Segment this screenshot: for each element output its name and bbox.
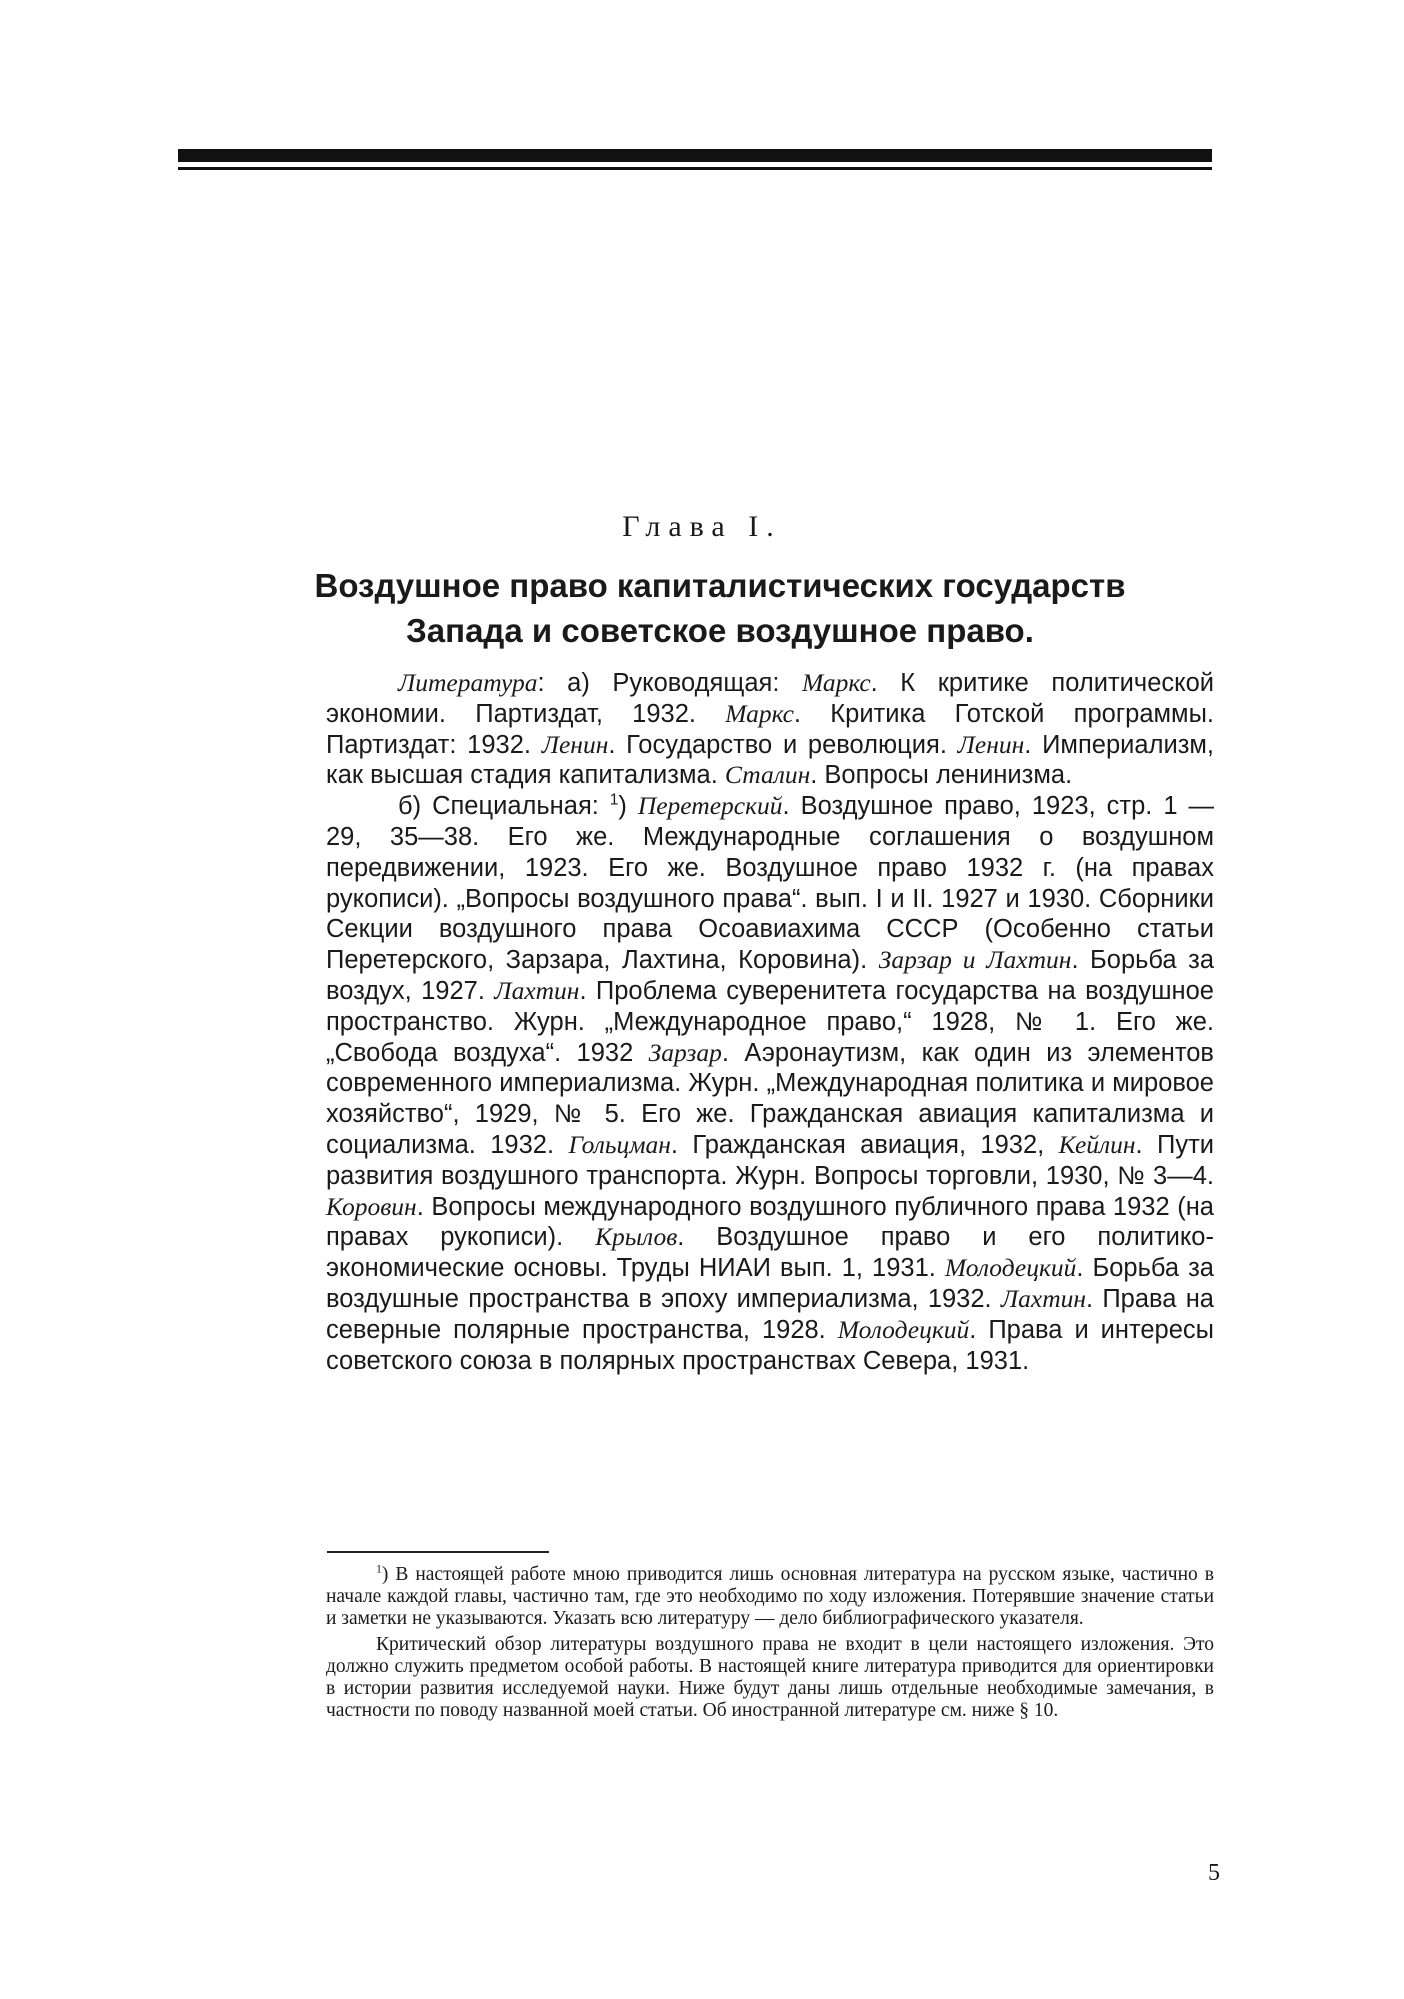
chapter-title-line-1: Воздушное право капиталистических государств: [314, 567, 1126, 604]
author-name: Ленин: [541, 729, 609, 759]
text-run: . Государство и революция.: [608, 730, 958, 759]
footnotes: [326, 1564, 1214, 1726]
text-run: . Аэронаутизм, как один из элементов современного империализма. Журн. „Международная политика и мировое хозяйство“, 1929, № 5. Его же. Гражданская авиация капитализма и социализма. 1932.: [326, 1038, 1214, 1159]
text-run: . Проблема суверенитета государства на воздушное пространство. Журн. „Международное право,“ 1928, № 1. Его же. „Свобода воздуха“. 1932: [326, 976, 1214, 1067]
author-name: Сталин: [724, 760, 811, 790]
text-run: ): [618, 792, 638, 821]
footnote-ref: 1: [609, 791, 619, 809]
text-run: : а) Руководящая:: [537, 669, 802, 697]
literature-section: [326, 668, 1214, 1376]
page-number: 5: [1208, 1860, 1220, 1886]
chapter-label: Глава I.: [622, 510, 782, 543]
footnote-marker: 1: [376, 1562, 382, 1576]
text-run: . Критика Готской программы. Партиздат: 1932.: [326, 699, 1214, 759]
author-name: Крылов: [595, 1222, 678, 1252]
text-run: . Борьба за воздух, 1927.: [326, 946, 1214, 1005]
footnote-separator: [327, 1551, 549, 1553]
author-name: Ленин: [957, 729, 1025, 759]
text-run: . Вопросы ленинизма.: [810, 761, 1073, 790]
author-name: Гольцман: [568, 1129, 671, 1159]
chapter-title: [240, 563, 1200, 653]
author-name: Лахтин: [494, 975, 580, 1005]
text-run: . Борьба за воздушные пространства в эпоху империализма, 1932.: [326, 1254, 1214, 1313]
author-name: Кейлин: [1058, 1129, 1136, 1159]
literature-special-paragraph: [326, 791, 1214, 1376]
text-run: б) Специальная:: [398, 792, 610, 821]
literature-heading: Литература: [398, 668, 538, 697]
author-name: Зарзар: [648, 1037, 722, 1067]
footnote-text: ) В настоящей работе мною приводится лишь основная литература на русском языке, частично в начале каждой главы, частично там, где это необходимо по ходу изложения. Потерявшие значение статьи и заметки не указываются. Указать всю литературу — дело библиографического указателя.: [326, 1564, 1214, 1629]
text-run: . Вопросы международного воздушного публичного права 1932 (на правах рукописи).: [326, 1192, 1214, 1252]
author-name: Коровин: [326, 1191, 417, 1221]
literature-guiding-paragraph: [326, 668, 1214, 791]
text-run: . Гражданская авиация, 1932,: [670, 1130, 1059, 1159]
author-name: Перетерский: [637, 791, 783, 821]
author-name: Зарзар и Лахтин: [878, 945, 1072, 975]
header-rule-thin: [178, 167, 1212, 170]
author-name: Молодецкий: [837, 1314, 970, 1344]
author-name: Лахтин: [1000, 1283, 1087, 1313]
chapter-title-line-2: Запада и советское воздушное право.: [406, 612, 1034, 649]
footnote-1: [326, 1564, 1214, 1630]
text-run: . Права и интересы советского союза в полярных пространствах Севера, 1931.: [326, 1315, 1214, 1375]
header-rule-thick: [178, 149, 1212, 162]
text-run: . Воздушное право, 1923, стр. 1 — 29, 35—38. Его же. Международные соглашения о воздушном передвижении, 1923. Его же. Воздушное право 1932 г. (на правах рукописи). „Вопросы воздушного права“. вып. I и II. 1927 и 1930. Сборники Секции воздушного права Осоавиахима СССР (Особенно статьи Перетерского, Зарзара, Лахтина, Коровина).: [326, 792, 1214, 975]
author-name: Маркс: [802, 668, 871, 697]
text-run: . Империализм, как высшая стадия капитализма.: [326, 730, 1214, 790]
text-run: . Воздушное право и его политико-экономические основы. Труды НИАИ вып. 1, 1931.: [326, 1223, 1214, 1283]
text-run: . Права на северные полярные пространства, 1928.: [326, 1284, 1214, 1344]
author-name: Маркс: [725, 698, 794, 728]
author-name: Молодецкий: [944, 1253, 1077, 1283]
text-run: . К критике политической экономии. Партиздат, 1932.: [326, 669, 1214, 728]
text-run: . Пути развития воздушного транспорта. Журн. Вопросы торговли, 1930, № 3—4.: [326, 1130, 1214, 1190]
footnote-2: Критический обзор литературы воздушного права не входит в цели настоящего изложения. Это должно служить предметом особой работы. В настоящей книге литература приводится для ориентировки в истории развития исследуемой науки. Ниже будут даны лишь отдельные необходимые замечания, в частности по поводу названной моей статьи. Об иностранной литературе см. ниже § 10.: [326, 1634, 1214, 1721]
